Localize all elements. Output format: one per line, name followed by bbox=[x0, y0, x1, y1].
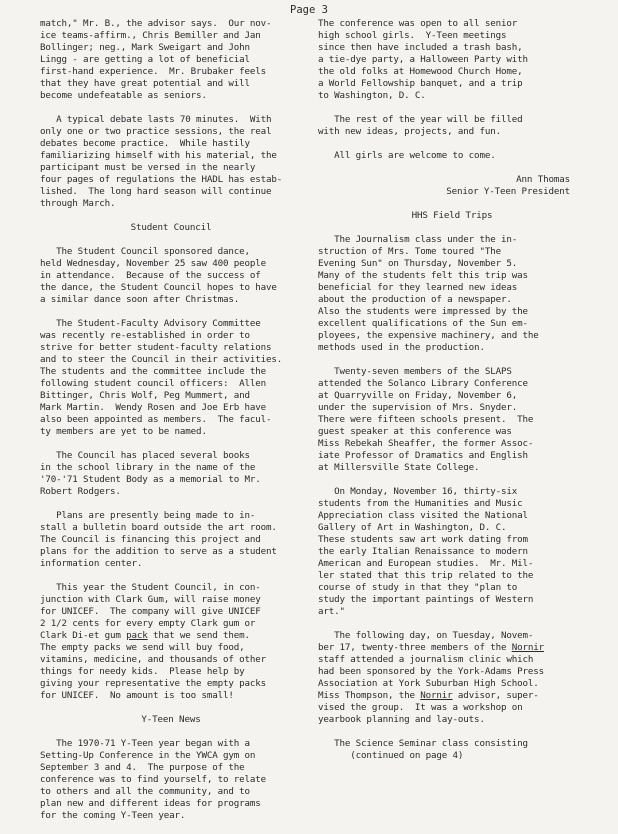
slaps-conference-paragraph: Twenty-seven members of the SLAPS attended the Solanco Library Conference at Quarryville on Friday, November 6, under the supervision of Mrs. Snyder. There were fifteen schools present. The guest speaker at this conference was Miss Rebekah Sheaffer, the former Assoc- iate Professor of Dramatics and English at Millersville State College. bbox=[318, 366, 534, 473]
debate-paragraph-continued: match," Mr. B., the advisor says. Our nov- ice teams-affirm., Chris Bemiller and Jan Bollinger; neg., Mark Sweigart and John Lingg - are getting a lot of beneficial first-hand experience. Mr. Brubaker feels that they have great potential and will become undefeatable as seniors. bbox=[40, 18, 272, 101]
underlined-pack: pack bbox=[126, 630, 148, 641]
unicef-text-start: This year the Student Council, in con- junction with Clark Gum, will raise money for UNICEF. The company will give UNICEF 2 1/2 cents for every empty Clark gum or Clark Di-et gum bbox=[40, 582, 261, 641]
unicef-text-end: that we send them. The empty packs we send will buy food, vitamins, medicine, and thousands of other things for needy kids. Please help by giving your representative the empty packs for UNICEF. No amount is too small! bbox=[40, 630, 267, 701]
journalism-trip-paragraph: The Journalism class under the in- struction of Mrs. Tome toured "The Evening Sun" on Thursday, November 5. Many of the students felt this trip was beneficial for they learned new ideas about the production of a newspaper. Also the students were impressed by the excellent qualifications of the Sun em- ployees, the expensive machinery, and the methods used in the production. bbox=[318, 234, 539, 353]
library-books-paragraph: The Council has placed several books in the school library in the name of the '70-'71 Student Body as a memorial to Mr. Robert Rodgers. bbox=[40, 450, 261, 497]
advisory-committee-paragraph: The Student-Faculty Advisory Committee was recently re-established in order to strive for better student-faculty relations and to steer the Council in their activities. The students and the committee include the following student council officers: Allen Bittinger, Chris Wolf, Peg Mummert, and Mark Martin. Wendy Rosen and Joe Erb have also been appointed as members. The facul- ty members are yet to be named. bbox=[40, 318, 283, 437]
unicef-paragraph bbox=[40, 582, 302, 702]
national-gallery-paragraph: On Monday, November 16, thirty-six students from the Humanities and Music Appreciation class visited the National Gallery of Art in Washington, D. C. These students saw art work dating from the early Italian Renaissance to modern American and European studies. Mr. Mil- ler stated that this trip related to the course of study in that they "plan to study the important paintings of Western art." bbox=[318, 486, 534, 617]
y-teen-welcome-paragraph: All girls are welcome to come. bbox=[318, 150, 496, 161]
underlined-nornir-1: Nornir bbox=[511, 642, 545, 653]
student-council-heading: Student Council bbox=[130, 222, 212, 233]
signature-block bbox=[318, 174, 586, 198]
debate-length-paragraph: A typical debate lasts 70 minutes. With only one or two practice sessions, the real debates become practice. While hastily familiarizing himself with his material, the participant must be versed in the nearly four pages of regulations the HADL has estab- lished. The long hard season will continue through March. bbox=[40, 114, 283, 209]
page-number: Page 3 bbox=[290, 4, 328, 16]
nornir-text-end: advisor, super- vised the group. It was a workshop on yearbook planning and lay-outs. bbox=[318, 690, 539, 725]
signature-title: Senior Y-Teen President bbox=[446, 186, 570, 197]
y-teen-news-heading: Y-Teen News bbox=[141, 714, 201, 725]
science-seminar-paragraph: The Science Seminar class consisting (continued on page 4) bbox=[334, 738, 528, 761]
nornir-clinic-paragraph bbox=[318, 630, 586, 726]
right-column bbox=[318, 18, 586, 774]
nornir-text-start: The following day, on Tuesday, Novem- ber 17, twenty-three members of the bbox=[318, 630, 534, 653]
council-dance-paragraph: The Student Council sponsored dance, held Wednesday, November 25 saw 400 people in attendance. Because of the success of the dance, the Student Council hopes to have a similar dance soon after Christmas. bbox=[40, 246, 277, 305]
y-teen-year-paragraph: The 1970-71 Y-Teen year began with a Setting-Up Conference in the YWCA gym on September 3 and 4. The purpose of the conference was to find yourself, to relate to others and all the community, and to plan new and different ideas for programs for the coming Y-Teen year. bbox=[40, 738, 267, 821]
y-teen-conference-paragraph: The conference was open to all senior high school girls. Y-Teen meetings since then have included a trash bash, a tie-dye party, a Halloween Party with the old folks at Homewood Church Home, a World Fellowship banquet, and a trip to Washington, D. C. bbox=[318, 18, 528, 101]
y-teen-rest-of-year-paragraph: The rest of the year will be filled with new ideas, projects, and fun. bbox=[318, 114, 523, 137]
nornir-text-middle: staff attended a journalism clinic which had been sponsored by the York-Adams Press Association at York Suburban High School. Miss Thompson, the bbox=[318, 654, 545, 701]
signature-name: Ann Thomas bbox=[516, 174, 570, 185]
underlined-nornir-2: Nornir bbox=[420, 690, 453, 701]
left-column bbox=[40, 18, 302, 834]
field-trips-heading: HHS Field Trips bbox=[411, 210, 493, 221]
bulletin-board-paragraph: Plans are presently being made to in- stall a bulletin board outside the art room. The Council is financing this project and plans for the addition to serve as a student information center. bbox=[40, 510, 277, 569]
